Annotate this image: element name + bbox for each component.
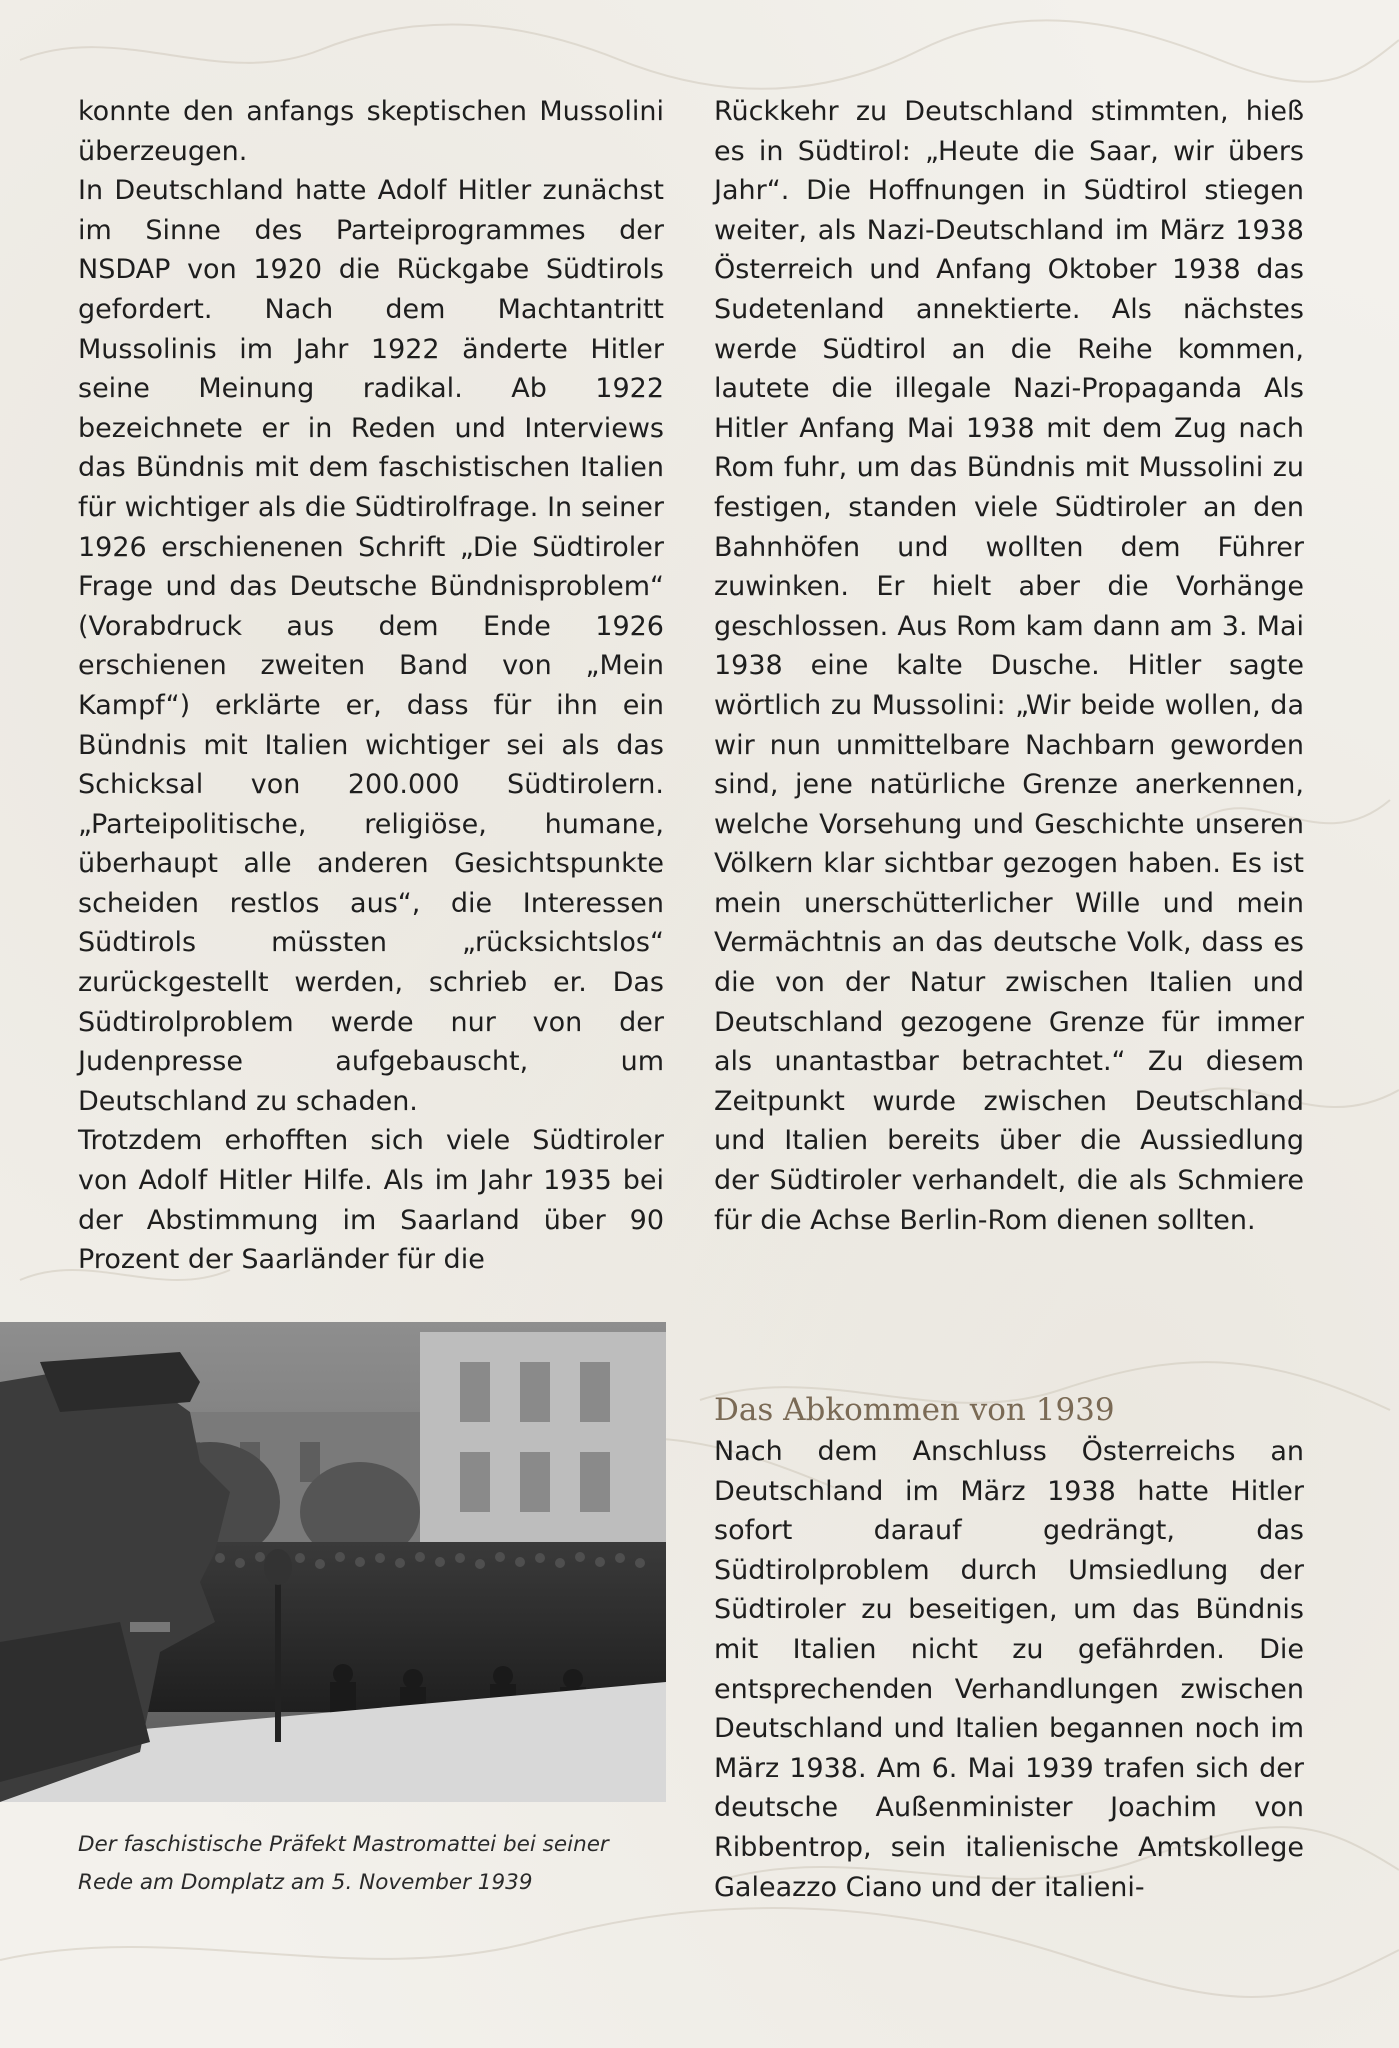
photo-illustration [0, 1322, 666, 1802]
paragraph: Nach dem Anschluss Österreichs an Deutschland im März 1938 hatte Hitler sofort darauf gedrängt, das Südtirolproblem durch Umsiedlung der Südtiroler zu beseitigen, um das Bündnis mit Italien nicht zu gefährden. Die entsprechenden Verhandlungen zwischen Deutschland und Italien begannen noch im März 1938. Am 6. Mai 1939 trafen sich der deutsche Außenminister Joachim von Ribbentrop, sein italienische Amtskollege Galeazzo Ciano und der italieni- [714, 1436, 1304, 1903]
caption-line: Rede am Domplatz am 5. November 1939 [78, 1870, 533, 1895]
section-heading: Das Abkommen von 1939 [714, 1392, 1115, 1428]
paragraph: konnte den anfangs skeptischen Mussolini überzeugen. [78, 96, 664, 167]
caption-line: Der faschistische Präfekt Mastromattei bei seiner [78, 1832, 609, 1857]
section-abkommen [714, 1390, 1304, 1907]
paragraph: Trotzdem erhofften sich viele Südtiroler von Adolf Hitler Hilfe. Als im Jahr 1935 bei der Abstimmung im Saarland über 90 Prozent der Saarländer für die [78, 1125, 664, 1276]
historical-photo [0, 1322, 666, 1802]
left-text-column [78, 92, 664, 1280]
photo-caption [78, 1826, 678, 1902]
paragraph: In Deutschland hatte Adolf Hitler zunächst im Sinne des Parteiprogrammes der NSDAP von 1920 die Rückgabe Südtirols gefordert. Nach dem Machtantritt Mussolinis im Jahr 1922 änderte Hitler seine Meinung radikal. Ab 1922 bezeichnete er in Reden und Interviews das Bündnis mit dem faschistischen Italien für wichtiger als die Südtirolfrage. In seiner 1926 erschienenen Schrift „Die Südtiroler Frage und das Deutsche Bündnisproblem“ (Vorabdruck aus dem Ende 1926 erschienen zweiten Band von „Mein Kampf“) erklärte er, dass für ihn ein Bündnis mit Italien wichtiger sei als das Schicksal von 200.000 Südtirolern. „Parteipolitische, religiöse, humane, überhaupt alle anderen Gesichtspunkte scheiden restlos aus“, die Interessen Südtirols müssten „rücksichtslos“ zurückgestellt werden, schrieb er. Das Südtirolproblem werde nur von der Judenpresse aufgebauscht, um Deutschland zu schaden. [78, 175, 664, 1117]
paragraph: Rückkehr zu Deutschland stimmten, hieß es in Südtirol: „Heute die Saar, wir übers Jahr“. Die Hoffnungen in Südtirol stiegen weiter, als Nazi-Deutschland im März 1938 Österreich und Anfang Oktober 1938 das Sudetenland annektierte. Als nächstes werde Südtirol an die Reihe kommen, lautete die illegale Nazi-Propaganda Als Hitler Anfang Mai 1938 mit dem Zug nach Rom fuhr, um das Bündnis mit Mussolini zu festigen, standen viele Südtiroler an den Bahnhöfen und wollten dem Führer zuwinken. Er hielt aber die Vorhänge geschlossen. Aus Rom kam dann am 3. Mai 1938 eine kalte Dusche. Hitler sagte wörtlich zu Mussolini: „Wir beide wollen, da wir nun unmittelbare Nachbarn geworden sind, jene natürliche Grenze anerkennen, welche Vorsehung und Geschichte unseren Völkern klar sichtbar gezogen haben. Es ist mein unerschütterlicher Wille und mein Vermächtnis an das deutsche Volk, dass es die von der Natur zwischen Italien und Deutschland gezogene Grenze für immer als unantastbar betrachtet.“ Zu diesem Zeitpunkt wurde zwischen Deutschland und Italien bereits über die Aussiedlung der Südtiroler verhandelt, die als Schmiere für die Achse Berlin-Rom dienen sollten. [714, 96, 1304, 1236]
right-text-column [714, 92, 1304, 1240]
